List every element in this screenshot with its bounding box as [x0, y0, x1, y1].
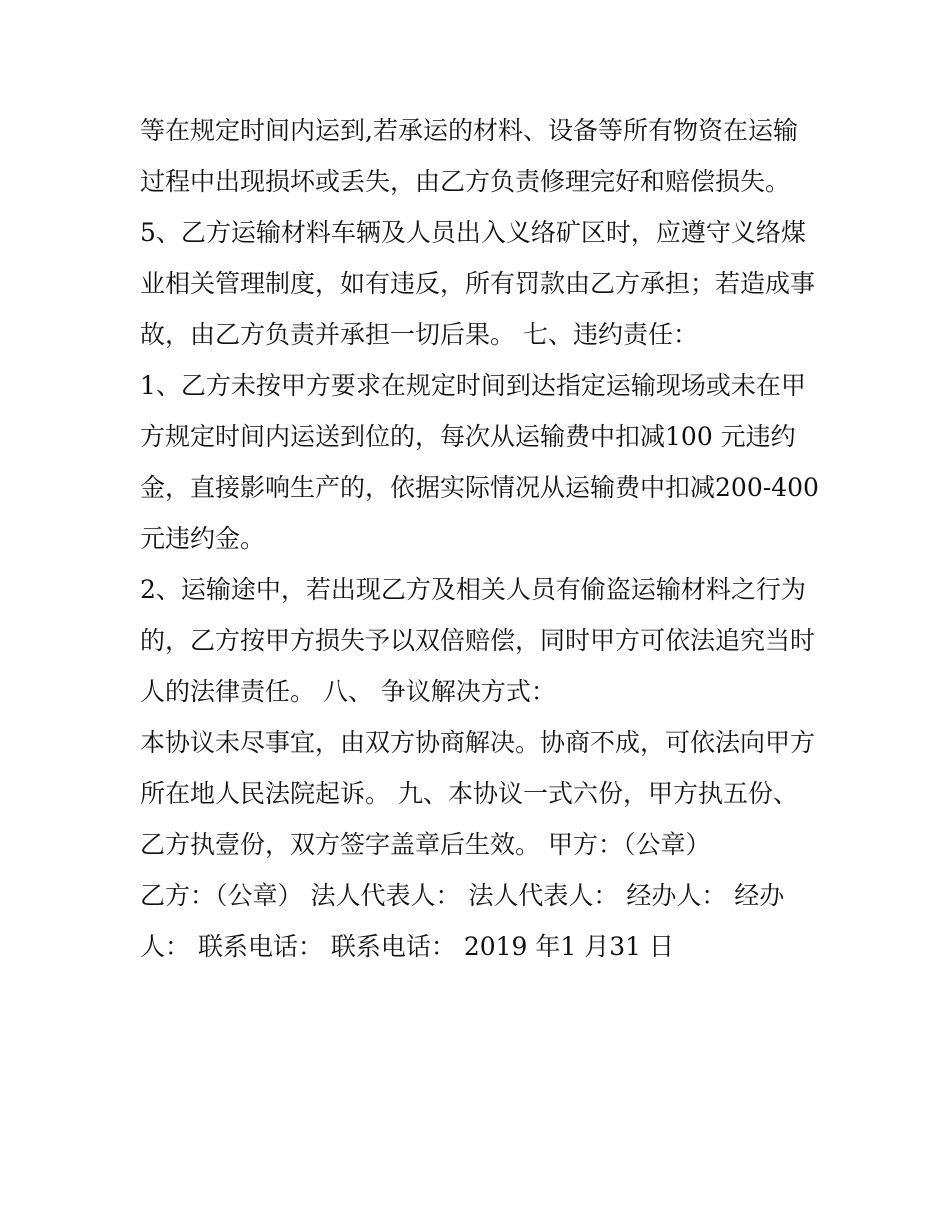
text-line: 故，由乙方负责并承担一切后果。 七、违约责任： — [140, 320, 698, 349]
text-line: 等在规定时间内运到,若承运的材料、设备等所有物资在运输 — [140, 116, 798, 145]
text-line: 方规定时间内运送到位的，每次从运输费中扣减100 元违约 — [140, 422, 796, 451]
document-body — [140, 105, 820, 972]
text-line: 乙方：（公章） 法人代表人： 法人代表人： 经办人： 经办 — [140, 881, 785, 910]
text-line: 乙方执壹份，双方签字盖章后生效。 甲方：（公章） — [140, 830, 711, 859]
text-line: 业相关管理制度，如有违反，所有罚款由乙方承担；若造成事 — [140, 269, 816, 298]
text-line: 的，乙方按甲方损失予以双倍赔偿，同时甲方可依法追究当时 — [140, 626, 816, 655]
text-line: 1、乙方未按甲方要求在规定时间到达指定运输现场或未在甲 — [140, 371, 806, 400]
text-line: 人的法律责任。 八、 争议解决方式： — [140, 677, 556, 706]
text-line: 5、乙方运输材料车辆及人员出入义络矿区时，应遵守义络煤 — [140, 218, 806, 247]
text-line: 人： 联系电话： 联系电话： 2019 年1 月31 日 — [140, 932, 675, 961]
text-line: 2、运输途中，若出现乙方及相关人员有偷盗运输材料之行为 — [140, 575, 806, 604]
text-line: 元违约金。 — [140, 524, 266, 553]
text-line: 金，直接影响生产的，依据实际情况从运输费中扣减200-400 — [140, 473, 819, 502]
text-line: 本协议未尽事宜，由双方协商解决。协商不成，可依法向甲方 — [140, 728, 816, 757]
text-line: 所在地人民法院起诉。 九、本协议一式六份，甲方执五份、 — [140, 779, 798, 808]
text-line: 过程中出现损坏或丢失，由乙方负责修理完好和赔偿损失。 — [140, 167, 791, 196]
